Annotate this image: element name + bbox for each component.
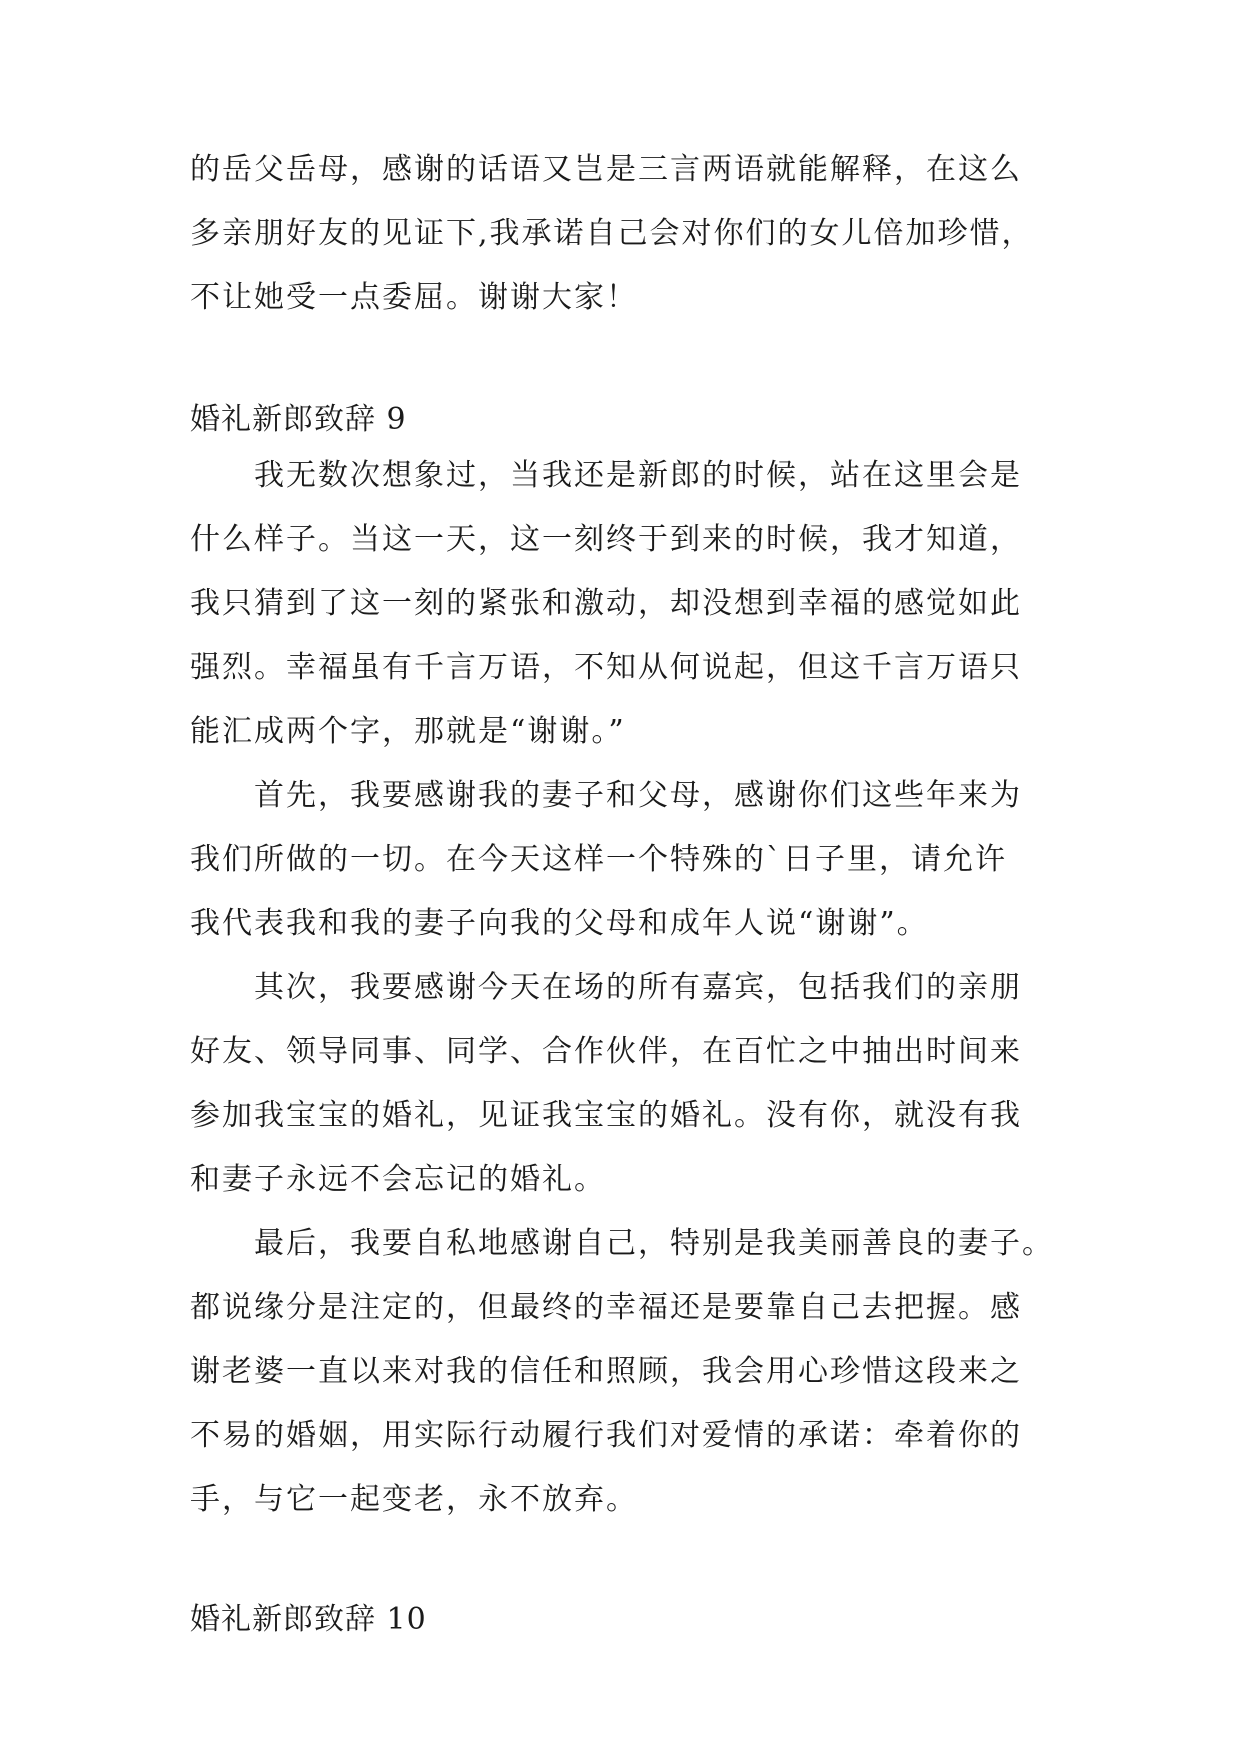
paragraph-line: 其次，我要感谢今天在场的所有嘉宾，包括我们的亲朋 (190, 970, 1022, 1005)
paragraph-line: 什么样子。当这一天，这一刻终于到来的时候，我才知道， (190, 522, 1022, 557)
paragraph-line: 我代表我和我的妻子向我的父母和成年人说“谢谢”。 (190, 906, 929, 941)
paragraph-line: 的岳父岳母，感谢的话语又岂是三言两语就能解释，在这么 (190, 152, 1022, 187)
paragraph-line: 我们所做的一切。在今天这样一个特殊的`日子里，请允许 (190, 842, 1007, 877)
paragraph-line: 谢老婆一直以来对我的信任和照顾，我会用心珍惜这段来之 (190, 1354, 1022, 1389)
paragraph-line: 手，与它一起变老，永不放弃。 (190, 1482, 638, 1517)
paragraph-line: 首先，我要感谢我的妻子和父母，感谢你们这些年来为 (190, 778, 1022, 813)
paragraph-line: 不易的婚姻，用实际行动履行我们对爱情的承诺：牵着你的 (190, 1418, 1022, 1453)
paragraph-line: 强烈。幸福虽有千言万语，不知从何说起，但这千言万语只 (190, 650, 1022, 685)
paragraph-line: 多亲朋好友的见证下,我承诺自己会对你们的女儿倍加珍惜， (190, 216, 1034, 251)
paragraph-line: 好友、领导同事、同学、合作伙伴，在百忙之中抽出时间来 (190, 1034, 1022, 1069)
paragraph-line: 和妻子永远不会忘记的婚礼。 (190, 1162, 606, 1197)
paragraph-line: 最后，我要自私地感谢自己，特别是我美丽善良的妻子。 (190, 1226, 1054, 1261)
paragraph-line: 能汇成两个字，那就是“谢谢。” (190, 714, 626, 749)
section-heading-9: 婚礼新郎致辞 9 (190, 402, 407, 437)
paragraph-line: 不让她受一点委屈。谢谢大家！ (190, 280, 638, 315)
paragraph-line: 我无数次想象过，当我还是新郎的时候，站在这里会是 (190, 458, 1022, 493)
paragraph-line: 参加我宝宝的婚礼，见证我宝宝的婚礼。没有你，就没有我 (190, 1098, 1022, 1133)
paragraph-line: 都说缘分是注定的，但最终的幸福还是要靠自己去把握。感 (190, 1290, 1022, 1325)
paragraph-line: 我只猜到了这一刻的紧张和激动，却没想到幸福的感觉如此 (190, 586, 1022, 621)
section-heading-10: 婚礼新郎致辞 10 (190, 1602, 427, 1637)
